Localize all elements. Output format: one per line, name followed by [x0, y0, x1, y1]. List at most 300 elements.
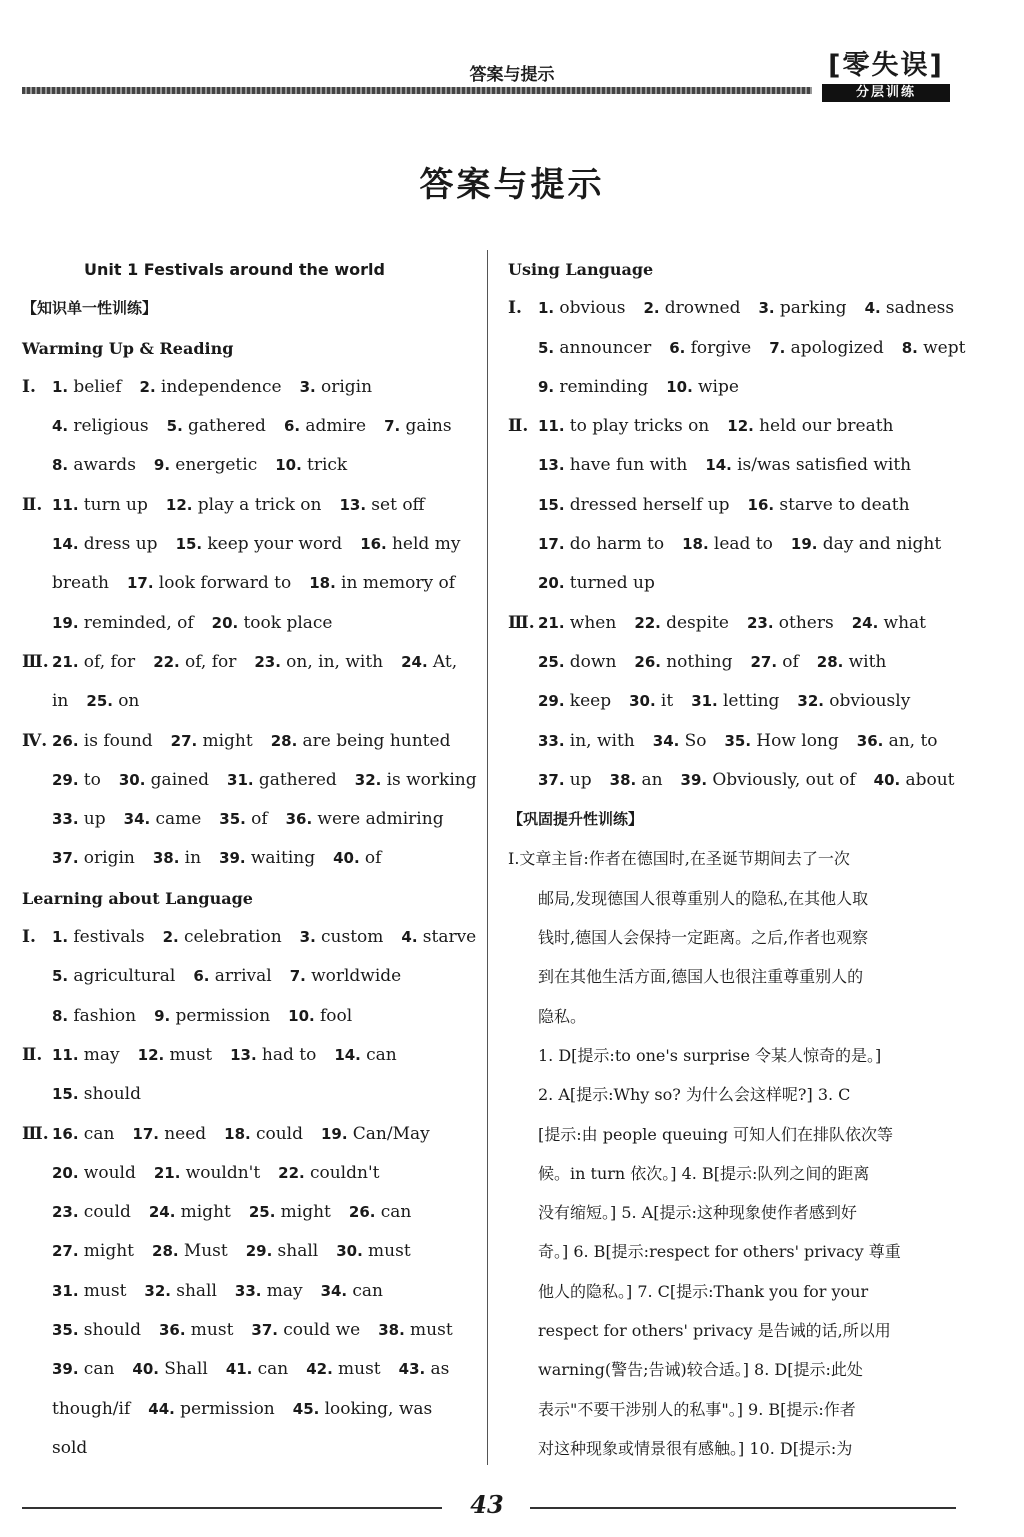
explanation-line: 邮局,发现德国人很尊重别人的隐私,在其他人取 — [538, 888, 869, 908]
answer-text: may — [266, 1280, 303, 1301]
answer-number: 2. — [643, 299, 665, 318]
answer-block-using-language — [508, 289, 966, 800]
answer-number: 24. — [148, 1203, 181, 1222]
unit-title: Unit 1 Festivals around the world — [84, 260, 385, 279]
explanation-line: 没有缩短。] 5. A[提示:这种现象使作者感到好 — [538, 1203, 857, 1223]
answer-number: 26. — [348, 1203, 381, 1222]
answer-text: need — [164, 1123, 207, 1144]
answer-item — [138, 1045, 212, 1065]
answer-text: couldn't — [309, 1162, 380, 1183]
section-heading-learning-language: Learning about Language — [22, 888, 253, 908]
explanation-line: [提示:由 people queuing 可知人们在排队依次等 — [538, 1124, 894, 1144]
answer-number: 34. — [123, 810, 156, 829]
answer-text: obviously — [829, 691, 911, 712]
answer-item — [52, 1399, 130, 1419]
answer-number: 18. — [309, 574, 342, 593]
answer-number: 33. — [538, 731, 570, 750]
answer-item — [224, 1124, 303, 1144]
answer-number: 27. — [170, 731, 203, 750]
answer-number: 25. — [248, 1203, 281, 1222]
answer-item — [154, 455, 257, 475]
answer-number: 1. — [538, 299, 560, 318]
answer-text: How long — [756, 730, 839, 751]
answer-number: 34. — [652, 731, 685, 750]
answer-text: arrival — [214, 966, 272, 987]
answer-number: 31. — [691, 692, 723, 711]
answer-item — [399, 1359, 450, 1379]
answer-number: 38. — [378, 1321, 411, 1340]
answer-item — [52, 534, 158, 554]
answer-item — [52, 1241, 134, 1261]
page-number: 43 — [470, 1490, 504, 1519]
answer-text: can — [257, 1359, 289, 1380]
answer-item — [653, 731, 707, 751]
answer-number: 27. — [52, 1242, 84, 1261]
answer-number: 11. — [52, 1045, 84, 1064]
answer-item — [52, 809, 106, 829]
answer-text: origin — [320, 376, 373, 397]
answer-text: could — [83, 1202, 131, 1223]
answer-number: 30. — [336, 1242, 369, 1261]
answer-text: as — [430, 1359, 450, 1380]
answer-text: trick — [307, 455, 348, 476]
answer-line — [22, 682, 470, 721]
answer-text: fashion — [73, 1005, 137, 1026]
answer-text: is found — [83, 730, 153, 751]
explanation-line: 对这种现象或情景很有感触。] 10. D[提示:为 — [538, 1438, 853, 1458]
answer-text: Shall — [164, 1359, 208, 1380]
footer-rule-left — [22, 1507, 442, 1509]
answer-text: gathered — [188, 416, 266, 437]
answer-item — [86, 691, 139, 711]
answer-number: 39. — [680, 770, 713, 789]
footer-rule-right — [530, 1507, 956, 1509]
answer-item — [52, 1084, 141, 1104]
answer-item — [538, 691, 611, 711]
explanation-line: 隐私。 — [538, 1006, 587, 1026]
answer-text: parking — [779, 298, 847, 319]
answer-text: set off — [371, 494, 425, 515]
answer-number: 14. — [334, 1045, 367, 1064]
answer-text: held my — [391, 534, 461, 555]
answer-line — [508, 446, 956, 485]
answer-line — [22, 1115, 470, 1154]
answer-text: religious — [73, 416, 149, 437]
answer-text: to play tricks on — [569, 416, 710, 437]
answer-item — [153, 848, 201, 868]
answer-item — [144, 1281, 216, 1301]
answer-number: 3. — [299, 928, 322, 947]
answer-item — [791, 534, 941, 554]
answer-text: of — [782, 651, 799, 672]
answer-text: independence — [160, 376, 282, 397]
answer-item — [148, 1399, 275, 1419]
answer-item — [290, 966, 402, 986]
answer-item — [52, 652, 135, 672]
answer-number: 30. — [629, 692, 661, 711]
answer-text: might — [180, 1202, 231, 1223]
answer-number: 16. — [360, 535, 392, 554]
answer-line — [508, 722, 956, 761]
answer-text: can — [83, 1359, 115, 1380]
answer-number: 35. — [52, 1321, 84, 1340]
answer-number: 11. — [52, 495, 84, 514]
answer-text: wouldn't — [185, 1162, 261, 1183]
answer-number: 17. — [127, 574, 159, 593]
answer-text: in — [184, 848, 202, 869]
answer-item — [251, 1320, 360, 1340]
answer-text: apologized — [790, 337, 884, 358]
answer-number: 6. — [193, 967, 215, 986]
answer-line — [22, 1272, 470, 1311]
answer-text: must — [83, 1280, 127, 1301]
answer-text: drowned — [664, 298, 741, 319]
answer-item — [666, 377, 739, 397]
answer-number: 5. — [52, 967, 74, 986]
answer-text: is/was satisfied with — [737, 455, 912, 476]
answer-text: of — [251, 809, 268, 830]
answer-text: had to — [261, 1044, 317, 1065]
answer-item — [874, 770, 955, 790]
answer-item — [300, 927, 384, 947]
answer-item — [127, 573, 291, 593]
answer-item — [334, 1045, 396, 1065]
answer-line — [22, 957, 470, 996]
answer-number: 20. — [211, 613, 244, 632]
answer-text: dressed herself up — [569, 494, 730, 515]
answer-text: in memory of — [341, 573, 456, 594]
answer-number: 24. — [401, 652, 433, 671]
answer-number: 30. — [118, 770, 151, 789]
answer-number: 40. — [873, 770, 906, 789]
answer-item — [724, 731, 838, 751]
answer-line — [22, 722, 470, 761]
answer-item — [538, 377, 648, 397]
answer-number: 2. — [139, 377, 161, 396]
answer-number: 28. — [816, 652, 849, 671]
answer-number: 8. — [52, 456, 74, 475]
answer-item — [254, 652, 383, 672]
answer-item — [219, 848, 315, 868]
answer-text: on, in, with — [286, 651, 384, 672]
answer-item — [286, 809, 444, 829]
answer-item — [167, 416, 266, 436]
answer-number: 38. — [609, 770, 642, 789]
answer-item — [52, 1359, 114, 1379]
answer-line — [508, 604, 956, 643]
answer-item — [538, 731, 635, 751]
answer-item — [154, 1163, 260, 1183]
answer-text: announcer — [559, 337, 652, 358]
answer-number: 31. — [227, 770, 259, 789]
answer-item — [610, 770, 663, 790]
answer-item — [538, 298, 625, 318]
exercise-number: Ⅳ. — [22, 730, 48, 751]
answer-item — [52, 377, 122, 397]
answer-number: 3. — [758, 299, 780, 318]
answer-text: letting — [722, 691, 780, 712]
answer-line — [508, 486, 956, 525]
answer-item — [230, 1045, 316, 1065]
answer-text: held our breath — [759, 416, 894, 437]
answer-item — [278, 1163, 379, 1183]
explanation-line: 2. A[提示:Why so? 为什么会这样呢?] 3. C — [538, 1085, 851, 1105]
answer-item — [634, 613, 729, 633]
answer-text: might — [83, 1241, 135, 1262]
answer-number: 32. — [144, 1281, 177, 1300]
explanation-line: 到在其他生活方面,德国人也很注重尊重别人的 — [538, 967, 864, 987]
answer-text: Can/May — [352, 1123, 430, 1144]
answer-line — [22, 486, 470, 525]
answer-text: have fun with — [569, 455, 688, 476]
answer-item — [378, 1320, 452, 1340]
answer-text: reminded, of — [83, 612, 194, 633]
answer-text: though/if — [52, 1398, 131, 1419]
answer-item — [219, 809, 267, 829]
answer-line — [22, 446, 470, 485]
answer-item — [176, 534, 343, 554]
answer-item — [52, 927, 145, 947]
section-label-basic: 【知识单一性训练】 — [22, 299, 158, 318]
answer-number: 8. — [901, 338, 924, 357]
answer-line — [508, 407, 956, 446]
answer-line — [22, 1350, 470, 1389]
section-label-consolidation: 【巩固提升性训练】 — [508, 810, 644, 829]
answer-item — [149, 1202, 231, 1222]
answer-number: 39. — [52, 1360, 84, 1379]
answer-item — [52, 1438, 87, 1458]
answer-number: 36. — [158, 1321, 191, 1340]
answer-number: 9. — [153, 456, 176, 475]
answer-text: an, to — [888, 730, 938, 751]
answer-line — [508, 368, 956, 407]
answer-text: reminding — [559, 376, 649, 397]
answer-item — [538, 534, 664, 554]
answer-text: despite — [666, 612, 729, 633]
answer-text: look forward to — [158, 573, 292, 594]
answer-text: it — [660, 691, 674, 712]
answer-number: 28. — [152, 1242, 184, 1261]
answer-text: must — [190, 1320, 234, 1341]
answer-number: 12. — [727, 417, 760, 436]
answer-text: are being hunted — [302, 730, 451, 751]
answer-number: 10. — [666, 377, 698, 396]
answer-number: 19. — [790, 535, 823, 554]
answer-number: 28. — [270, 731, 303, 750]
answer-text: an — [641, 769, 663, 790]
answer-text: should — [83, 1084, 141, 1105]
answer-number: 26. — [634, 652, 667, 671]
exercise-number: Ⅲ. — [22, 1123, 49, 1144]
answer-text: may — [83, 1044, 120, 1065]
answer-item — [227, 770, 337, 790]
answer-item — [401, 927, 476, 947]
answer-line — [22, 839, 470, 878]
answer-item — [902, 338, 966, 358]
answer-text: should — [83, 1320, 141, 1341]
answer-number: 9. — [538, 377, 560, 396]
answer-number: 27. — [750, 652, 783, 671]
exercise-number: Ⅰ. — [22, 376, 36, 397]
answer-line — [22, 1154, 470, 1193]
brand-subtitle: 分层训练 — [822, 84, 950, 102]
answer-item — [52, 1320, 141, 1340]
answer-text: when — [569, 612, 617, 633]
answer-block-learning-language — [22, 918, 477, 1468]
answer-number: 21. — [153, 1163, 186, 1182]
answer-item — [333, 848, 381, 868]
answer-line — [22, 604, 470, 643]
answer-text: could — [255, 1123, 303, 1144]
answer-text: must — [410, 1320, 453, 1341]
answer-number: 37. — [52, 849, 84, 868]
answer-text: wept — [923, 337, 966, 358]
answer-item — [52, 1006, 136, 1026]
answer-item — [249, 1202, 331, 1222]
answer-text: sold — [52, 1437, 88, 1458]
answer-line — [22, 643, 470, 682]
answer-item — [705, 455, 911, 475]
answer-item — [159, 1320, 233, 1340]
answer-item — [246, 1241, 318, 1261]
answer-number: 39. — [219, 849, 251, 868]
answer-number: 21. — [52, 652, 84, 671]
answer-number: 5. — [538, 338, 560, 357]
answer-number: 34. — [320, 1281, 353, 1300]
answer-number: 6. — [669, 338, 691, 357]
answer-number: 10. — [288, 1006, 320, 1025]
answer-item — [748, 495, 910, 515]
answer-text: shall — [277, 1241, 319, 1262]
answer-number: 19. — [52, 613, 84, 632]
answer-number: 23. — [254, 652, 287, 671]
explanation-line: warning(警告;告诫)较合适。] 8. D[提示:此处 — [538, 1360, 863, 1380]
answer-number: 13. — [339, 495, 372, 514]
answer-number: 29. — [52, 770, 84, 789]
answer-text: gained — [150, 769, 210, 790]
answer-number: 32. — [354, 770, 387, 789]
answer-text: waiting — [250, 848, 316, 869]
answer-text: others — [778, 612, 834, 633]
answer-item — [52, 495, 148, 515]
answer-item — [288, 1006, 352, 1026]
answer-line — [22, 1075, 470, 1114]
section-heading-warming-up: Warming Up & Reading — [22, 338, 234, 358]
answer-item — [52, 1163, 136, 1183]
answer-line — [22, 761, 477, 800]
answer-text: admire — [305, 416, 367, 437]
answer-number: 1. — [52, 928, 74, 947]
answer-item — [293, 1399, 433, 1419]
answer-text: on — [118, 691, 140, 712]
answer-item — [300, 377, 372, 397]
exercise-number: Ⅱ. — [508, 416, 529, 437]
answer-line — [22, 525, 470, 564]
answer-number: 43. — [398, 1360, 431, 1379]
answer-text: can — [366, 1044, 397, 1065]
exercise-number: Ⅱ. — [22, 494, 43, 515]
answer-item — [235, 1281, 303, 1301]
answer-line — [508, 289, 956, 328]
answer-item — [52, 966, 175, 986]
answer-number: 44. — [148, 1399, 181, 1418]
answer-text: of, for — [83, 651, 136, 672]
answer-text: turned up — [569, 573, 655, 594]
answer-text: lead to — [713, 534, 773, 555]
exercise-number: Ⅱ. — [22, 1044, 43, 1065]
explanation-line: 候。in turn 依次。] 4. B[提示:队列之间的距离 — [538, 1163, 870, 1183]
answer-line — [508, 682, 956, 721]
answer-text: celebration — [183, 927, 282, 948]
exercise-number: Ⅲ. — [22, 651, 49, 672]
answer-number: 4. — [864, 299, 886, 318]
explanation-line: respect for others' privacy 是告诫的话,所以用 — [538, 1321, 891, 1341]
answer-item — [52, 416, 149, 436]
answer-item — [166, 495, 322, 515]
answer-text: in — [52, 691, 69, 712]
answer-number: 10. — [275, 456, 308, 475]
header-rule — [22, 87, 812, 94]
explanation-line: 他人的隐私。] 7. C[提示:Thank you for your — [538, 1281, 869, 1301]
answer-line — [22, 997, 470, 1036]
answer-text: permission — [175, 1005, 271, 1026]
answer-item — [193, 966, 271, 986]
answer-number: 25. — [538, 652, 570, 671]
answer-number: 5. — [166, 417, 189, 436]
answer-item — [271, 731, 451, 751]
answer-number: 16. — [747, 495, 780, 514]
answer-item — [340, 495, 425, 515]
answer-item — [538, 455, 687, 475]
answer-line — [22, 918, 477, 957]
answer-text: obvious — [559, 298, 626, 319]
answer-number: 29. — [245, 1242, 278, 1261]
answer-number: 17. — [132, 1124, 165, 1143]
answer-line — [22, 407, 470, 446]
answer-text: could we — [283, 1320, 361, 1341]
answer-number: 37. — [538, 770, 570, 789]
answer-item — [226, 1359, 288, 1379]
answer-number: 7. — [769, 338, 791, 357]
answer-number: 15. — [52, 1085, 84, 1104]
answer-item — [681, 770, 856, 790]
answer-text: turn up — [83, 494, 148, 515]
answer-number: 29. — [538, 692, 570, 711]
answer-number: 8. — [52, 1006, 74, 1025]
answer-text: festivals — [73, 927, 145, 948]
answer-number: 6. — [283, 417, 306, 436]
answer-text: must — [338, 1359, 381, 1380]
answer-item — [643, 298, 740, 318]
running-header-title: 答案与提示 — [469, 65, 555, 85]
answer-text: dress up — [83, 534, 158, 555]
answer-text: shall — [176, 1280, 217, 1301]
answer-number: 22. — [153, 652, 185, 671]
answer-number: 41. — [225, 1360, 258, 1379]
answer-number: 7. — [289, 967, 312, 986]
answer-number: 9. — [154, 1006, 176, 1025]
answer-number: 18. — [224, 1124, 256, 1143]
answer-line — [22, 1429, 470, 1468]
answer-number: 2. — [162, 928, 184, 947]
answer-item — [538, 613, 616, 633]
answer-number: 37. — [251, 1321, 284, 1340]
answer-number: 20. — [52, 1163, 84, 1182]
answer-number: 12. — [165, 495, 198, 514]
answer-number: 16. — [52, 1124, 84, 1143]
answer-text: came — [155, 809, 202, 830]
answer-text: in, with — [569, 730, 635, 751]
